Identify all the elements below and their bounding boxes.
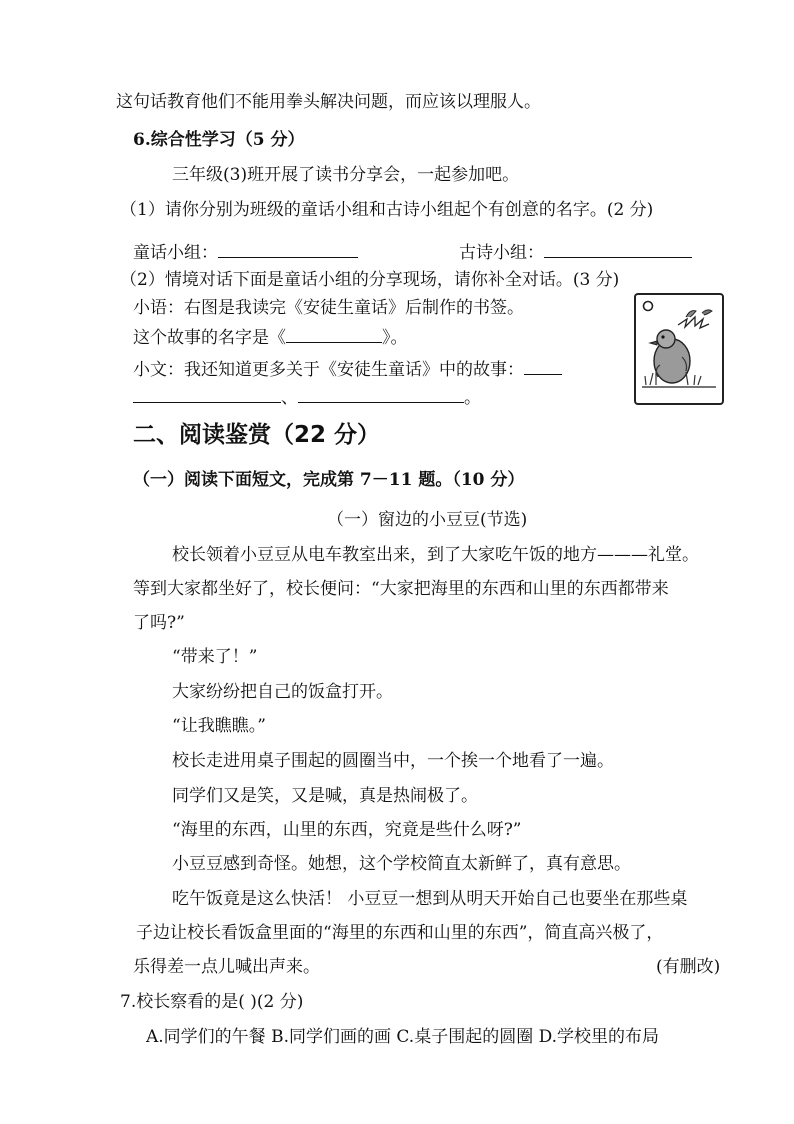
passage-line: 校长领着小豆豆从电车教室出来，到了大家吃午饭的地方———礼堂。 bbox=[172, 545, 699, 565]
separator: 、 bbox=[281, 388, 298, 408]
poem-group-row bbox=[459, 239, 692, 265]
xiaoyu-line: 小语：右图是我读完《安徒生童话》后制作的书签。 bbox=[133, 298, 524, 318]
poem-group-label: 古诗小组： bbox=[459, 243, 544, 263]
passage-line: “让我瞧瞧。” bbox=[172, 716, 266, 736]
section2-subtitle: （一）阅读下面短文，完成第 7－11 题。（10 分） bbox=[133, 470, 525, 490]
story-name-prefix: 这个故事的名字是《 bbox=[133, 328, 286, 348]
question-6-title: 6.综合性学习（5 分） bbox=[133, 130, 305, 150]
passage-line: 子边让校长看饭盒里面的“海里的东西和山里的东西”，简直高兴极了， bbox=[136, 923, 664, 943]
passage-line: 吃午饭竟是这么快活！ 小豆豆一想到从明天开始自己也要坐在那些桌 bbox=[172, 889, 688, 909]
text-line: 这句话教育他们不能用拳头解决问题，而应该以理服人。 bbox=[116, 92, 541, 112]
passage-line: 同学们又是笑，又是喊，真是热闹极了。 bbox=[172, 786, 478, 806]
xiaowen-row bbox=[133, 356, 562, 382]
passage-line: “海里的东西，山里的东西，究竟是些什么呀?” bbox=[172, 820, 522, 840]
question-7-stem: 7.校长察看的是( )(2 分) bbox=[120, 992, 304, 1012]
story-blank-1[interactable] bbox=[524, 356, 562, 375]
part2-prompt: （2）情境对话下面是童话小组的分享现场，请你补全对话。(3 分) bbox=[120, 270, 620, 290]
xiaowen-line: 小文：我还知道更多关于《安徒生童话》中的故事： bbox=[133, 360, 524, 380]
passage-line: 小豆豆感到奇怪。她想，这个学校简直太新鲜了，真有意思。 bbox=[172, 854, 631, 874]
fairy-group-label: 童话小组： bbox=[133, 243, 218, 263]
passage-line: 乐得差一点儿喊出声来。 bbox=[133, 957, 320, 977]
bookmark-image bbox=[634, 293, 724, 405]
passage-title: （一）窗边的小豆豆(节选) bbox=[327, 510, 528, 530]
story-name-blank[interactable] bbox=[286, 324, 382, 343]
fairy-group-row bbox=[133, 239, 358, 265]
story-name-suffix: 》。 bbox=[382, 328, 408, 348]
passage-line: 了吗?” bbox=[133, 613, 185, 633]
part1-prompt: （1）请你分别为班级的童话小组和古诗小组起个有创意的名字。(2 分) bbox=[120, 200, 654, 220]
passage-line: 校长走进用桌子围起的圆圈当中，一个挨一个地看了一遍。 bbox=[172, 751, 614, 771]
story-blank-2[interactable] bbox=[133, 384, 281, 403]
end-mark: 。 bbox=[464, 388, 481, 408]
passage-line: “带来了！” bbox=[172, 647, 258, 667]
passage-note: (有删改) bbox=[656, 957, 721, 977]
question-7-options: A.同学们的午餐 B.同学们画的画 C.桌子围起的圆圈 D.学校里的布局 bbox=[146, 1027, 660, 1047]
section2-title: 二、阅读鉴赏（22 分） bbox=[133, 422, 381, 448]
poem-group-blank[interactable] bbox=[544, 239, 692, 258]
fairy-group-blank[interactable] bbox=[218, 239, 358, 258]
intro-line: 三年级(3)班开展了读书分享会，一起参加吧。 bbox=[172, 165, 520, 185]
duckling-illustration-icon bbox=[636, 295, 722, 403]
passage-line: 大家纷纷把自己的饭盒打开。 bbox=[172, 682, 393, 702]
passage-line: 等到大家都坐好了，校长便问：“大家把海里的东西和山里的东西都带来 bbox=[133, 579, 669, 599]
story-name-row bbox=[133, 324, 408, 350]
stories-row bbox=[133, 384, 481, 410]
story-blank-3[interactable] bbox=[298, 384, 464, 403]
